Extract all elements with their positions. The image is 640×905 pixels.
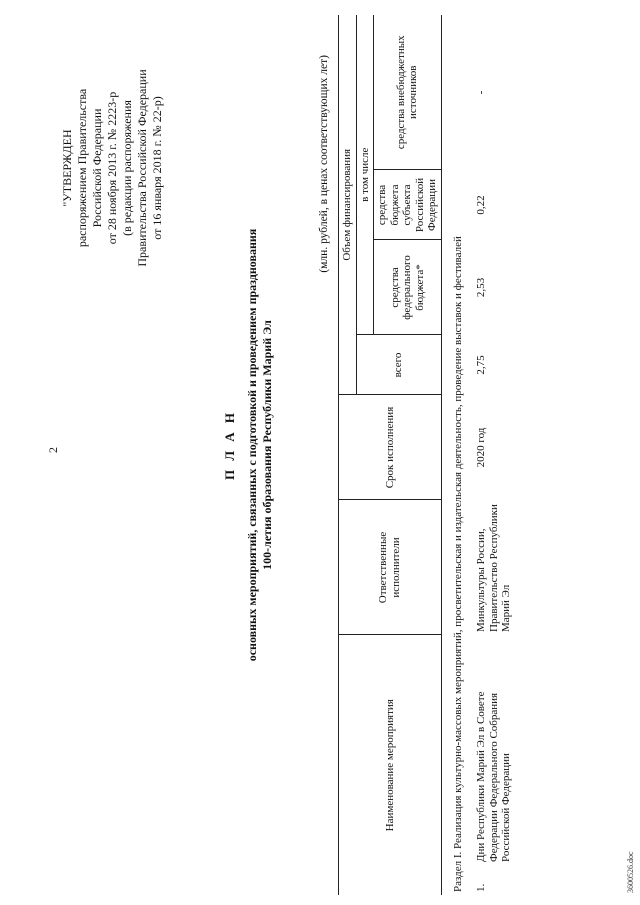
approval-line: Российской Федерации — [90, 108, 104, 228]
table-header-row — [339, 15, 357, 895]
section-title: Раздел I. Реализация культурно-массовых мероприятий, просветительская и издательская деятельность, проведение выставок и фестивалей — [451, 236, 464, 892]
approval-line: от 28 ноября 2013 г. № 2223-р — [105, 91, 119, 245]
header-total: всего — [356, 335, 441, 395]
document-id: 3600526.doc — [626, 851, 635, 893]
plan-table — [338, 15, 516, 895]
row-name: Дни Республики Марий Эл в Совете Федерации Федерального Собрания Российской Федерации — [475, 691, 512, 862]
plan-title-block — [222, 135, 275, 755]
row-number: 1. — [475, 883, 487, 892]
row-extrabudget: - — [475, 90, 487, 95]
plan-heading: П Л А Н — [222, 409, 237, 481]
approval-line: (в редакции распоряжения — [120, 100, 134, 236]
header-regional: средства бюджета субъекта Российской Федерации — [374, 170, 442, 240]
header-in-that: в том числе — [356, 15, 374, 335]
header-name: Наименование мероприятия — [339, 635, 442, 895]
page-number: 2 — [46, 447, 60, 453]
row-deadline: 2020 год — [475, 427, 487, 468]
units-note: (млн. рублей, в ценах соответствующих лет) — [318, 55, 330, 273]
header-executors: Ответственные исполнители — [339, 500, 442, 635]
approval-stamp — [60, 63, 165, 273]
approval-line: Правительства Российской Федерации — [135, 69, 149, 267]
row-total: 2,75 — [475, 355, 487, 375]
header-funding: Объем финансирования — [339, 15, 357, 395]
header-deadline: Срок исполнения — [339, 395, 442, 500]
header-federal: средства федерального бюджета* — [374, 240, 442, 335]
plan-subtitle-line1: основных мероприятий, связанных с подготовкой и проведением празднования — [245, 228, 260, 662]
table-row — [472, 15, 516, 895]
row-federal: 2,53 — [475, 277, 487, 298]
row-executors: Минкультуры России, Правительство Республики Марий Эл — [475, 504, 512, 632]
plan-subtitle-line2: 100-летия образования Республики Марий Эл — [260, 320, 275, 570]
header-extrabudget: средства внебюджетных источников — [374, 15, 442, 170]
approval-line: "УТВЕРЖДЕН — [60, 129, 74, 207]
section-row — [441, 15, 472, 895]
approval-line: распоряжением Правительства — [75, 88, 89, 248]
row-regional: 0,22 — [475, 195, 487, 215]
approval-line: от 16 января 2018 г. № 22-р) — [150, 96, 164, 240]
